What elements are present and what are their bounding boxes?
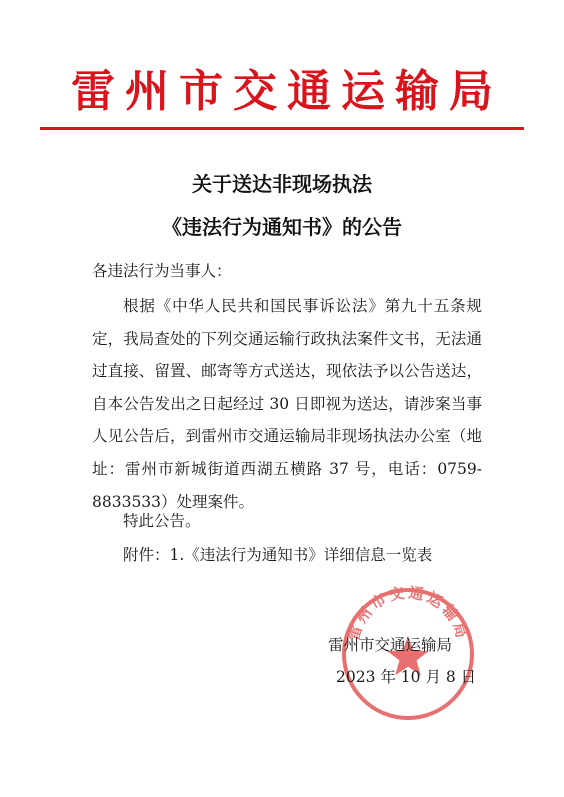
notice-body: 根据《中华人民共和国民事诉讼法》第九十五条规定，我局查处的下列交通运输行政执法案件文书，无法通过直接、留置、邮寄等方式送达，现依法予以公告送达，自本公告发出之日起经过 30 日即视为送达，请涉案当事人见公告后，到雷州市交通运输局非现场执法办公室（地址：雷州市新城街道西湖五横路 37 号，电话：0759-8833533）处理案件。 <box>92 297 482 511</box>
signer-name: 雷州市交通运输局 <box>328 636 453 654</box>
closing-remark: 特此公告。 <box>123 512 201 530</box>
org-header-title: 雷州市交通运输局 <box>71 66 503 117</box>
notice-title-line-2: 《违法行为通知书》的公告 <box>162 215 402 239</box>
notice-title-line-1: 关于送达非现场执法 <box>192 172 372 196</box>
attachment-line: 附件：1.《违法行为通知书》详细信息一览表 <box>123 546 433 564</box>
salutation: 各违法行为当事人： <box>92 262 232 280</box>
sign-date: 2023 年 10 月 8 日 <box>336 668 477 686</box>
header-divider <box>40 127 524 130</box>
seal-text: 雷州市交通运输局 <box>344 584 472 643</box>
